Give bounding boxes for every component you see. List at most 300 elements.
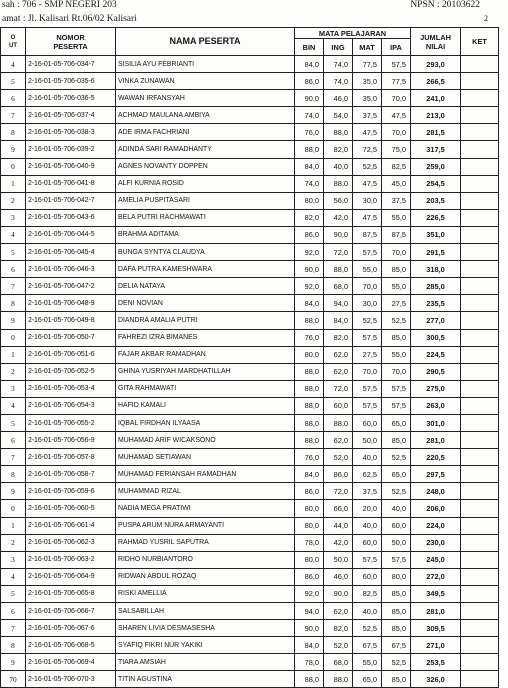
score-ipa: 85,0	[382, 620, 411, 637]
score-ing: 62,0	[324, 603, 353, 620]
participant-name: TIARA AMSIAH	[116, 654, 295, 671]
participant-name: GITA RAHMAWATI	[116, 380, 295, 397]
score-ipa: 40,0	[382, 500, 411, 517]
table-row	[1, 397, 499, 414]
score-bin: 84,0	[295, 637, 324, 654]
row-number: 7	[1, 449, 26, 466]
participant-number: 2-16-01-05-706-067-6	[26, 620, 116, 637]
row-number: 8	[1, 637, 26, 654]
col-header-ing: ING	[324, 39, 353, 56]
score-ipa: 52,5	[382, 654, 411, 671]
score-bin: 80,0	[295, 517, 324, 534]
score-ipa: 75,0	[382, 141, 411, 158]
score-bin: 84,0	[295, 56, 324, 73]
participant-name: TITIN AGUSTINA	[116, 671, 295, 688]
score-ing: 82,0	[324, 329, 353, 346]
participant-number: 2-16-01-05-706-055-2	[26, 414, 116, 431]
score-mat: 57,5	[353, 244, 382, 261]
remark-cell	[461, 73, 499, 90]
participant-name: WAWAN IRFANSYAH	[116, 90, 295, 107]
row-number: 9	[1, 312, 26, 329]
score-bin: 86,0	[295, 73, 324, 90]
score-total: 317,5	[411, 141, 461, 158]
score-ing: 88,0	[324, 175, 353, 192]
row-number: 1	[1, 346, 26, 363]
participant-name: FAJAR AKBAR RAMADHAN	[116, 346, 295, 363]
table-row	[1, 466, 499, 483]
row-number: 9	[1, 141, 26, 158]
score-ipa: 77,5	[382, 73, 411, 90]
score-total: 235,5	[411, 295, 461, 312]
score-ing: 82,0	[324, 141, 353, 158]
score-bin: 92,0	[295, 585, 324, 602]
participant-number: 2-16-01-05-706-053-4	[26, 380, 116, 397]
score-ipa: 82,5	[382, 158, 411, 175]
remark-cell	[461, 397, 499, 414]
remark-cell	[461, 329, 499, 346]
score-mat: 87,5	[353, 226, 382, 243]
remark-cell	[461, 603, 499, 620]
score-mat: 52,5	[353, 620, 382, 637]
score-ing: 56,0	[324, 192, 353, 209]
table-row	[1, 261, 499, 278]
score-ing: 62,0	[324, 432, 353, 449]
score-total: 293,0	[411, 56, 461, 73]
participant-number: 2-16-01-05-706-064-9	[26, 568, 116, 585]
row-number: 7	[1, 620, 26, 637]
row-number: 2	[1, 363, 26, 380]
remark-cell	[461, 500, 499, 517]
score-total: 263,0	[411, 397, 461, 414]
col-header-ket: KET	[461, 28, 499, 56]
participant-number: 2-16-01-05-706-070-3	[26, 671, 116, 688]
score-ing: 62,0	[324, 363, 353, 380]
remark-cell	[461, 209, 499, 226]
col-header-bin: BIN	[295, 39, 324, 56]
participant-number: 2-16-01-05-706-040-9	[26, 158, 116, 175]
score-total: 206,0	[411, 500, 461, 517]
score-ipa: 52,5	[382, 483, 411, 500]
participant-name: AGNES NOVANTY DOPPEN	[116, 158, 295, 175]
table-row	[1, 124, 499, 141]
participant-name: ADE IRMA FACHRIANI	[116, 124, 295, 141]
participant-name: GHINA YUSRIYAH MARDHATILLAH	[116, 363, 295, 380]
score-bin: 90,0	[295, 261, 324, 278]
remark-cell	[461, 568, 499, 585]
score-total: 254,5	[411, 175, 461, 192]
score-mat: 37,5	[353, 483, 382, 500]
remark-cell	[461, 192, 499, 209]
table-row	[1, 432, 499, 449]
table-row	[1, 278, 499, 295]
col-header-mat: MAT	[353, 39, 382, 56]
score-total: 275,0	[411, 380, 461, 397]
participant-name: NADIA MEGA PRATIWI	[116, 500, 295, 517]
table-row	[1, 73, 499, 90]
participant-number: 2-16-01-05-706-057-8	[26, 449, 116, 466]
row-number: 7	[1, 107, 26, 124]
score-mat: 30,0	[353, 192, 382, 209]
score-total: 248,0	[411, 483, 461, 500]
score-ing: 62,0	[324, 346, 353, 363]
score-ipa: 57,5	[382, 380, 411, 397]
score-ing: 88,0	[324, 124, 353, 141]
table-row	[1, 380, 499, 397]
score-ing: 88,0	[324, 261, 353, 278]
score-bin: 80,0	[295, 192, 324, 209]
score-ipa: 55,0	[382, 346, 411, 363]
participant-number: 2-16-01-05-706-048-9	[26, 295, 116, 312]
remark-cell	[461, 414, 499, 431]
score-mat: 47,5	[353, 175, 382, 192]
score-total: 220,5	[411, 449, 461, 466]
row-number: 0	[1, 329, 26, 346]
table-row	[1, 244, 499, 261]
score-total: 349,5	[411, 585, 461, 602]
remark-cell	[461, 261, 499, 278]
table-row	[1, 654, 499, 671]
table-row	[1, 449, 499, 466]
score-ing: 88,0	[324, 414, 353, 431]
row-number: 8	[1, 124, 26, 141]
score-bin: 86,0	[295, 483, 324, 500]
remark-cell	[461, 312, 499, 329]
score-total: 281,0	[411, 432, 461, 449]
table-row	[1, 620, 499, 637]
participant-number: 2-16-01-05-706-036-5	[26, 90, 116, 107]
participant-number: 2-16-01-05-706-068-5	[26, 637, 116, 654]
table-row	[1, 56, 499, 73]
row-number: 6	[1, 432, 26, 449]
score-ipa: 52,5	[382, 312, 411, 329]
score-mat: 37,5	[353, 107, 382, 124]
score-mat: 55,0	[353, 261, 382, 278]
score-ing: 60,0	[324, 397, 353, 414]
score-ipa: 60,0	[382, 517, 411, 534]
score-ipa: 70,0	[382, 90, 411, 107]
table-row	[1, 483, 499, 500]
score-bin: 92,0	[295, 244, 324, 261]
score-ipa: 45,0	[382, 175, 411, 192]
participant-name: IQBAL FIRDHAN ILYAASA	[116, 414, 295, 431]
score-bin: 88,0	[295, 380, 324, 397]
col-header-nomor: NOMOR PESERTA	[26, 28, 116, 56]
score-ing: 42,0	[324, 534, 353, 551]
participant-name: SALSABILLAH	[116, 603, 295, 620]
participant-number: 2-16-01-05-706-050-7	[26, 329, 116, 346]
score-bin: 78,0	[295, 654, 324, 671]
table-row	[1, 414, 499, 431]
score-total: 259,0	[411, 158, 461, 175]
row-number: 5	[1, 244, 26, 261]
col-header-jumlah: JUMLAH NILAI	[411, 28, 461, 56]
score-mat: 82,5	[353, 585, 382, 602]
participant-name: MUHAMAD ARIF WICAKSONO	[116, 432, 295, 449]
score-ing: 68,0	[324, 278, 353, 295]
score-ipa: 65,0	[382, 414, 411, 431]
table-row	[1, 551, 499, 568]
participant-number: 2-16-01-05-706-049-8	[26, 312, 116, 329]
page-number: 2	[484, 14, 488, 23]
score-ing: 52,0	[324, 449, 353, 466]
score-bin: 90,0	[295, 90, 324, 107]
col-header-no: O UT	[1, 28, 26, 56]
remark-cell	[461, 175, 499, 192]
remark-cell	[461, 346, 499, 363]
score-total: 230,0	[411, 534, 461, 551]
participant-name: DELIA NATAYA	[116, 278, 295, 295]
score-total: 253,5	[411, 654, 461, 671]
address-line: amat : Jl. Kalisari Rt.06/02 Kalisari	[2, 14, 137, 24]
score-ing: 44,0	[324, 517, 353, 534]
score-ing: 46,0	[324, 568, 353, 585]
score-mat: 60,0	[353, 414, 382, 431]
row-number: 5	[1, 414, 26, 431]
participant-name: PUSPA ARUM NURA ARMAYANTI	[116, 517, 295, 534]
row-number: 3	[1, 380, 26, 397]
table-row	[1, 107, 499, 124]
score-ing: 72,0	[324, 483, 353, 500]
score-total: 300,5	[411, 329, 461, 346]
score-mat: 47,5	[353, 209, 382, 226]
score-ipa: 87,5	[382, 226, 411, 243]
score-total: 241,0	[411, 90, 461, 107]
participant-number: 2-16-01-05-706-039-2	[26, 141, 116, 158]
score-ing: 74,0	[324, 73, 353, 90]
participant-name: ADINDA SARI RAMADHANTY	[116, 141, 295, 158]
remark-cell	[461, 483, 499, 500]
score-total: 326,0	[411, 671, 461, 688]
remark-cell	[461, 620, 499, 637]
remark-cell	[461, 551, 499, 568]
participant-number: 2-16-01-05-706-065-8	[26, 585, 116, 602]
remark-cell	[461, 278, 499, 295]
score-ipa: 65,0	[382, 466, 411, 483]
remark-cell	[461, 244, 499, 261]
table-body	[1, 56, 499, 688]
participant-name: DAFA PUTRA KAMESHWARA	[116, 261, 295, 278]
score-bin: 76,0	[295, 124, 324, 141]
row-number: 2	[1, 534, 26, 551]
score-bin: 84,0	[295, 466, 324, 483]
score-ipa: 57,5	[382, 56, 411, 73]
participant-number: 2-16-01-05-706-045-4	[26, 244, 116, 261]
score-total: 277,0	[411, 312, 461, 329]
table-row	[1, 534, 499, 551]
score-bin: 86,0	[295, 568, 324, 585]
participant-number: 2-16-01-05-706-069-4	[26, 654, 116, 671]
score-mat: 77,5	[353, 56, 382, 73]
score-ing: 72,0	[324, 244, 353, 261]
score-bin: 88,0	[295, 141, 324, 158]
row-number: 4	[1, 226, 26, 243]
score-ing: 72,0	[324, 380, 353, 397]
score-mat: 20,0	[353, 500, 382, 517]
score-ing: 50,0	[324, 551, 353, 568]
remark-cell	[461, 141, 499, 158]
score-bin: 94,0	[295, 603, 324, 620]
remark-cell	[461, 585, 499, 602]
participant-number: 2-16-01-05-706-054-3	[26, 397, 116, 414]
participant-number: 2-16-01-05-706-063-2	[26, 551, 116, 568]
participant-number: 2-16-01-05-706-066-7	[26, 603, 116, 620]
participant-name: MUHAMAD SETIAWAN	[116, 449, 295, 466]
remark-cell	[461, 637, 499, 654]
score-ipa: 37,5	[382, 192, 411, 209]
row-number: 6	[1, 603, 26, 620]
score-ing: 94,0	[324, 295, 353, 312]
remark-cell	[461, 449, 499, 466]
participant-name: BELA PUTRI RACHMAWATI	[116, 209, 295, 226]
score-ipa: 27,5	[382, 295, 411, 312]
score-mat: 55,0	[353, 654, 382, 671]
score-mat: 35,0	[353, 73, 382, 90]
score-total: 301,0	[411, 414, 461, 431]
score-bin: 90,0	[295, 620, 324, 637]
score-ipa: 85,0	[382, 432, 411, 449]
score-ipa: 50,0	[382, 534, 411, 551]
remark-cell	[461, 671, 499, 688]
row-number: 0	[1, 158, 26, 175]
score-bin: 84,0	[295, 295, 324, 312]
participant-name: RIDWAN ABDUL ROZAQ	[116, 568, 295, 585]
table-row	[1, 500, 499, 517]
table-row	[1, 90, 499, 107]
table-row	[1, 312, 499, 329]
score-mat: 60,0	[353, 534, 382, 551]
school-line: sah : 706 - SMP NEGERI 203	[2, 0, 117, 10]
participant-name: MUHAMMAD RIZAL	[116, 483, 295, 500]
participant-number: 2-16-01-05-706-062-3	[26, 534, 116, 551]
score-bin: 76,0	[295, 329, 324, 346]
table-row	[1, 209, 499, 226]
row-number: 1	[1, 175, 26, 192]
remark-cell	[461, 466, 499, 483]
score-bin: 82,0	[295, 209, 324, 226]
participant-number: 2-16-01-05-706-046-3	[26, 261, 116, 278]
score-mat: 40,0	[353, 517, 382, 534]
score-total: 309,5	[411, 620, 461, 637]
score-bin: 74,0	[295, 175, 324, 192]
score-mat: 27,5	[353, 346, 382, 363]
participant-name: SHAREN LIVIA DESMASESHA	[116, 620, 295, 637]
table-row	[1, 671, 499, 688]
score-ipa: 70,0	[382, 363, 411, 380]
score-mat: 70,0	[353, 363, 382, 380]
score-mat: 40,0	[353, 449, 382, 466]
participant-name: BRAHMA ADITAMA	[116, 226, 295, 243]
score-mat: 70,0	[353, 278, 382, 295]
score-mat: 57,5	[353, 551, 382, 568]
score-bin: 78,0	[295, 534, 324, 551]
table-row	[1, 192, 499, 209]
participant-number: 2-16-01-05-706-059-6	[26, 483, 116, 500]
participant-number: 2-16-01-05-706-037-4	[26, 107, 116, 124]
row-number: 2	[1, 192, 26, 209]
remark-cell	[461, 124, 499, 141]
score-total: 318,0	[411, 261, 461, 278]
score-ing: 86,0	[324, 466, 353, 483]
score-mat: 60,0	[353, 568, 382, 585]
participant-number: 2-16-01-05-706-038-3	[26, 124, 116, 141]
table-row	[1, 517, 499, 534]
participant-number: 2-16-01-05-706-035-6	[26, 73, 116, 90]
score-ipa: 52,5	[382, 449, 411, 466]
npsn-label: NPSN : 20103622	[410, 0, 480, 10]
participant-number: 2-16-01-05-706-047-2	[26, 278, 116, 295]
score-mat: 57,5	[353, 397, 382, 414]
score-bin: 88,0	[295, 397, 324, 414]
participant-number: 2-16-01-05-706-043-6	[26, 209, 116, 226]
remark-cell	[461, 363, 499, 380]
score-bin: 88,0	[295, 363, 324, 380]
remark-cell	[461, 654, 499, 671]
row-number: 3	[1, 209, 26, 226]
score-total: 297,5	[411, 466, 461, 483]
score-ipa: 85,0	[382, 603, 411, 620]
table-row	[1, 158, 499, 175]
score-bin: 74,0	[295, 107, 324, 124]
score-bin: 88,0	[295, 432, 324, 449]
participant-number: 2-16-01-05-706-060-5	[26, 500, 116, 517]
table-row	[1, 295, 499, 312]
remark-cell	[461, 107, 499, 124]
score-ipa: 55,0	[382, 278, 411, 295]
score-total: 245,0	[411, 551, 461, 568]
remark-cell	[461, 90, 499, 107]
score-bin: 84,0	[295, 158, 324, 175]
score-total: 272,0	[411, 568, 461, 585]
score-ipa: 57,5	[382, 397, 411, 414]
table-row	[1, 346, 499, 363]
row-number: 4	[1, 397, 26, 414]
score-ing: 90,0	[324, 226, 353, 243]
score-bin: 76,0	[295, 449, 324, 466]
row-number: 0	[1, 500, 26, 517]
remark-cell	[461, 56, 499, 73]
participant-number: 2-16-01-05-706-061-4	[26, 517, 116, 534]
score-mat: 50,0	[353, 432, 382, 449]
score-bin: 80,0	[295, 346, 324, 363]
score-ing: 84,0	[324, 312, 353, 329]
participant-name: MUHAMAD FERIANSAH RAMADHAN	[116, 466, 295, 483]
col-header-ipa: IPA	[382, 39, 411, 56]
participant-number: 2-16-01-05-706-056-9	[26, 432, 116, 449]
score-bin: 80,0	[295, 500, 324, 517]
score-total: 224,0	[411, 517, 461, 534]
participant-name: AMELIA PUSPITASARI	[116, 192, 295, 209]
participant-number: 2-16-01-05-706-034-7	[26, 56, 116, 73]
score-ing: 52,0	[324, 637, 353, 654]
row-number: 70	[1, 671, 26, 688]
row-number: 8	[1, 466, 26, 483]
score-total: 226,5	[411, 209, 461, 226]
score-total: 281,5	[411, 124, 461, 141]
row-number: 6	[1, 261, 26, 278]
table-row	[1, 141, 499, 158]
participant-number: 2-16-01-05-706-052-5	[26, 363, 116, 380]
remark-cell	[461, 158, 499, 175]
col-header-mapel: MATA PELAJARAN	[295, 28, 411, 39]
participant-name: DENI NOVIAN	[116, 295, 295, 312]
row-number: 9	[1, 483, 26, 500]
score-mat: 40,0	[353, 603, 382, 620]
score-bin: 88,0	[295, 312, 324, 329]
row-number: 6	[1, 90, 26, 107]
score-ipa: 85,0	[382, 585, 411, 602]
score-ipa: 80,0	[382, 568, 411, 585]
participant-number: 2-16-01-05-706-042-7	[26, 192, 116, 209]
